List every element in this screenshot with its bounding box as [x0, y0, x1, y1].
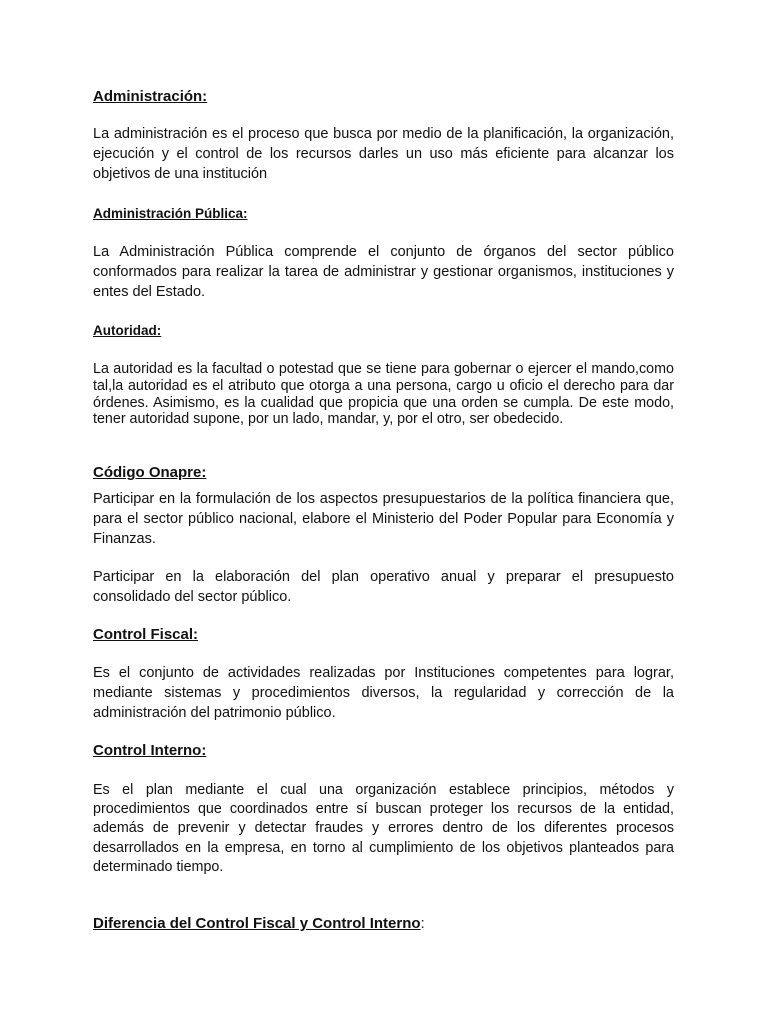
paragraph-autoridad: La autoridad es la facultad o potestad que se tiene para gobernar o ejercer el mando,como tal,la autoridad es el atributo que otorga a una persona, cargo u oficio el derecho para dar órdenes. Asimismo, es la cualidad que propicia que una orden se cumpla. De este modo, tener autoridad supone, por un lado, mandar, y, por el otro, ser obedecido. — [93, 361, 674, 428]
paragraph-control-interno: Es el plan mediante el cual una organización establece principios, métodos y procedimientos que coordinados entre sí buscan proteger los recursos de la entidad, además de prevenir y detectar fraudes y errores dentro de los diferentes procesos desarrollados en la empresa, en torno al cumplimiento de los objetivos planteados para determinado tiempo. — [93, 782, 674, 875]
heading-diferencia-colon: : — [420, 915, 425, 932]
paragraph-codigo-onapre-1: Participar en la formulación de los aspectos presupuestarios de la política financiera que, para el sector público nacional, elabore el Ministerio del Poder Popular para Economía y Finanzas. — [93, 491, 674, 547]
paragraph-administracion: La administración es el proceso que busca por medio de la planificación, la organización, ejecución y el control de los recursos darles un uso más eficiente para alcanzar los objetivos de una institución — [93, 126, 674, 182]
heading-autoridad: Autoridad: — [93, 323, 162, 338]
heading-diferencia-text: Diferencia del Control Fiscal y Control Interno — [93, 915, 421, 932]
paragraph-control-fiscal: Es el conjunto de actividades realizadas por Instituciones competentes para lograr, mediante sistemas y procedimientos diversos, la regularidad y corrección de la administración del patrimonio público. — [93, 665, 674, 721]
heading-codigo-onapre: Código Onapre: — [93, 464, 207, 481]
paragraph-administracion-publica: La Administración Pública comprende el conjunto de órganos del sector público conformados para realizar la tarea de administrar y gestionar organismos, instituciones y entes del Estado. — [93, 244, 674, 300]
heading-administracion-publica: Administración Pública: — [93, 206, 248, 221]
heading-control-fiscal: Control Fiscal: — [93, 626, 199, 643]
paragraph-codigo-onapre-2: Participar en la elaboración del plan operativo anual y preparar el presupuesto consolidado del sector público. — [93, 569, 674, 605]
heading-control-interno: Control Interno: — [93, 742, 207, 759]
heading-diferencia — [93, 914, 425, 934]
heading-administracion: Administración: — [93, 88, 208, 105]
